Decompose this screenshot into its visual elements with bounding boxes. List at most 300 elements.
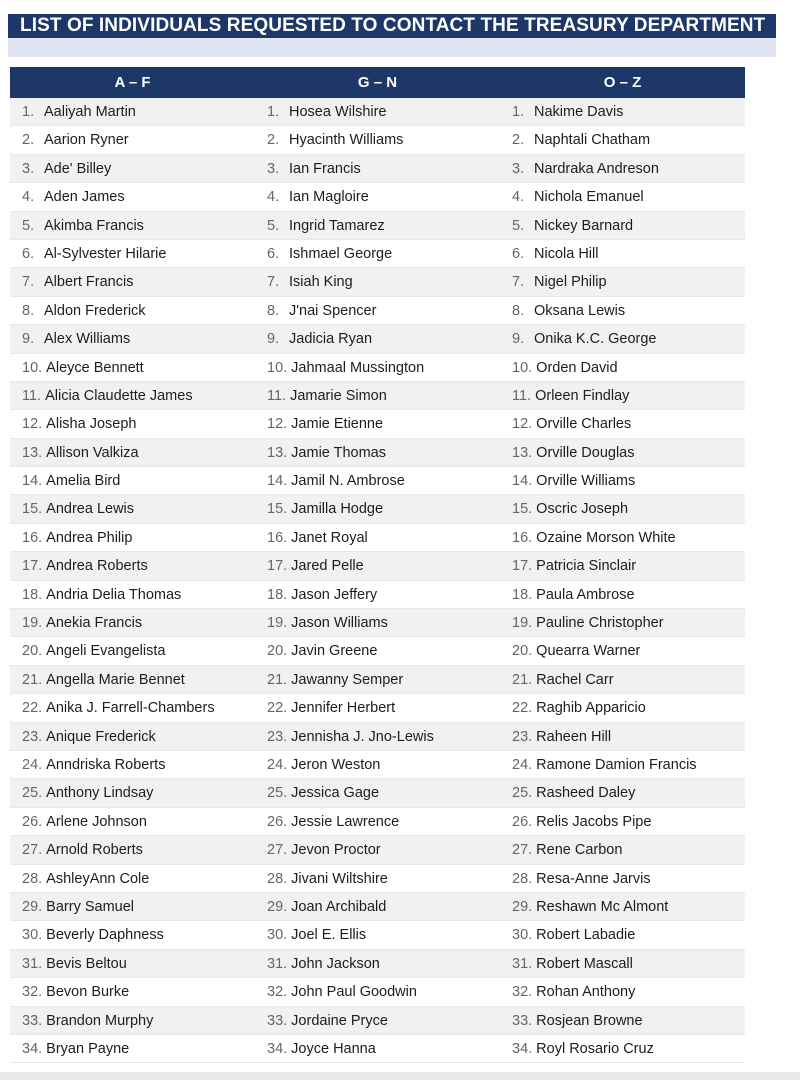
entry-number: 20. bbox=[267, 643, 288, 660]
name-cell bbox=[500, 694, 745, 721]
name-cell bbox=[10, 978, 255, 1005]
person-name: Jamilla Hodge bbox=[291, 501, 384, 518]
entry-number: 27. bbox=[512, 842, 533, 859]
entry-number: 2. bbox=[22, 132, 35, 149]
name-cell bbox=[255, 694, 500, 721]
person-name: Arnold Roberts bbox=[46, 842, 143, 859]
name-cell bbox=[500, 240, 745, 267]
name-cell bbox=[500, 637, 745, 664]
entry-number: 15. bbox=[512, 501, 533, 518]
name-cell bbox=[500, 354, 745, 381]
person-name: Jevon Proctor bbox=[291, 842, 381, 859]
entry-number: 9. bbox=[22, 331, 35, 348]
entry-number: 14. bbox=[267, 473, 288, 490]
entry-number: 23. bbox=[22, 728, 43, 745]
entry-number: 6. bbox=[22, 245, 35, 262]
person-name: Bryan Payne bbox=[46, 1040, 130, 1057]
entry-number: 11. bbox=[512, 387, 532, 404]
entry-number: 28. bbox=[22, 870, 43, 887]
column-header-g-n: G – N bbox=[357, 74, 398, 91]
person-name: Andrea Lewis bbox=[46, 501, 135, 518]
name-cell bbox=[500, 921, 745, 948]
name-cell bbox=[255, 212, 500, 239]
person-name: Rachel Carr bbox=[536, 671, 614, 688]
name-cell bbox=[255, 354, 500, 381]
person-name: Javin Greene bbox=[291, 643, 378, 660]
person-name: Orville Williams bbox=[536, 473, 636, 490]
person-name: Aleyce Bennett bbox=[46, 359, 144, 376]
entry-number: 17. bbox=[22, 558, 43, 575]
entry-number: 9. bbox=[512, 331, 525, 348]
entry-number: 29. bbox=[512, 898, 533, 915]
entry-number: 12. bbox=[512, 416, 533, 433]
name-cell bbox=[500, 1035, 745, 1062]
entry-number: 16. bbox=[512, 529, 533, 546]
entry-number: 22. bbox=[22, 700, 43, 717]
name-cell bbox=[255, 865, 500, 892]
name-cell bbox=[10, 439, 255, 466]
entry-number: 28. bbox=[267, 870, 288, 887]
table-row bbox=[10, 240, 745, 268]
entry-number: 18. bbox=[22, 586, 43, 603]
name-cell bbox=[500, 865, 745, 892]
person-name: Jason Jeffery bbox=[291, 586, 378, 603]
name-cell bbox=[500, 552, 745, 579]
table-row bbox=[10, 325, 745, 353]
name-cell bbox=[255, 126, 500, 153]
person-name: Jamil N. Ambrose bbox=[291, 473, 405, 490]
person-name: Ian Magloire bbox=[289, 189, 369, 206]
table-row bbox=[10, 382, 745, 410]
entry-number: 1. bbox=[512, 104, 525, 120]
entry-number: 8. bbox=[267, 302, 280, 319]
name-cell bbox=[255, 836, 500, 863]
name-cell bbox=[500, 495, 745, 522]
name-cell bbox=[255, 297, 500, 324]
person-name: Beverly Daphness bbox=[46, 927, 164, 944]
name-cell bbox=[255, 921, 500, 948]
person-name: Ingrid Tamarez bbox=[289, 217, 385, 234]
name-cell bbox=[255, 155, 500, 182]
person-name: Orville Douglas bbox=[536, 444, 635, 461]
person-name: Jamarie Simon bbox=[290, 387, 387, 404]
name-cell bbox=[10, 467, 255, 494]
table-row bbox=[10, 524, 745, 552]
entry-number: 34. bbox=[22, 1040, 43, 1057]
name-cell bbox=[255, 495, 500, 522]
table-row bbox=[10, 268, 745, 296]
person-name: John Paul Goodwin bbox=[291, 984, 417, 1001]
entry-number: 7. bbox=[512, 274, 525, 291]
entry-number: 9. bbox=[267, 331, 280, 348]
name-cell bbox=[255, 410, 500, 437]
entry-number: 13. bbox=[267, 444, 288, 461]
entry-number: 34. bbox=[267, 1040, 288, 1057]
name-cell bbox=[500, 98, 745, 125]
name-cell bbox=[10, 126, 255, 153]
page-title: LIST OF INDIVIDUALS REQUESTED TO CONTACT THE TREASURY DEPARTMENT bbox=[8, 14, 776, 38]
person-name: Orville Charles bbox=[536, 416, 632, 433]
person-name: Andrea Philip bbox=[46, 529, 133, 546]
entry-number: 6. bbox=[512, 245, 525, 262]
person-name: Rosjean Browne bbox=[536, 1012, 643, 1029]
name-cell bbox=[10, 212, 255, 239]
entry-number: 8. bbox=[512, 302, 525, 319]
entry-number: 19. bbox=[512, 615, 533, 632]
name-cell bbox=[10, 325, 255, 352]
name-cell bbox=[500, 978, 745, 1005]
person-name: Bevis Beltou bbox=[46, 955, 127, 972]
person-name: Jordaine Pryce bbox=[291, 1012, 388, 1029]
entry-number: 24. bbox=[267, 756, 288, 773]
person-name: Jennisha J. Jno-Lewis bbox=[291, 728, 434, 745]
name-cell bbox=[500, 155, 745, 182]
title-underbar bbox=[8, 38, 776, 57]
entry-number: 18. bbox=[267, 586, 288, 603]
entry-number: 25. bbox=[267, 785, 288, 802]
person-name: Rasheed Daley bbox=[536, 785, 636, 802]
person-name: Andrea Roberts bbox=[46, 558, 148, 575]
entry-number: 4. bbox=[22, 189, 35, 206]
entry-number: 14. bbox=[22, 473, 43, 490]
name-cell bbox=[500, 666, 745, 693]
entry-number: 33. bbox=[267, 1012, 288, 1029]
name-cell bbox=[500, 950, 745, 977]
person-name: Jamie Etienne bbox=[291, 416, 384, 433]
name-cell bbox=[255, 325, 500, 352]
name-cell bbox=[255, 268, 500, 295]
name-cell bbox=[500, 751, 745, 778]
entry-number: 15. bbox=[22, 501, 43, 518]
person-name: Anndriska Roberts bbox=[46, 756, 166, 773]
name-cell bbox=[255, 666, 500, 693]
name-cell bbox=[500, 382, 745, 409]
person-name: Akimba Francis bbox=[44, 217, 144, 234]
entry-number: 10. bbox=[22, 359, 43, 376]
name-cell bbox=[10, 268, 255, 295]
entry-number: 25. bbox=[22, 785, 43, 802]
person-name: Alex Williams bbox=[44, 331, 131, 348]
name-cell bbox=[10, 1035, 255, 1062]
name-cell bbox=[10, 297, 255, 324]
person-name: Jahmaal Mussington bbox=[291, 359, 425, 376]
name-cell bbox=[255, 609, 500, 636]
name-cell bbox=[500, 1007, 745, 1034]
name-cell bbox=[500, 609, 745, 636]
name-cell bbox=[255, 779, 500, 806]
person-name: Jared Pelle bbox=[291, 558, 364, 575]
entry-number: 16. bbox=[22, 529, 43, 546]
entry-number: 24. bbox=[22, 756, 43, 773]
name-cell bbox=[255, 467, 500, 494]
entry-number: 17. bbox=[512, 558, 533, 575]
person-name: Nakime Davis bbox=[534, 104, 624, 120]
table-row bbox=[10, 1035, 745, 1063]
name-cell bbox=[10, 836, 255, 863]
person-name: Rohan Anthony bbox=[536, 984, 636, 1001]
name-cell bbox=[500, 893, 745, 920]
name-cell bbox=[255, 240, 500, 267]
table-row bbox=[10, 751, 745, 779]
name-cell bbox=[10, 751, 255, 778]
table-row bbox=[10, 666, 745, 694]
entry-number: 13. bbox=[22, 444, 43, 461]
table-row bbox=[10, 893, 745, 921]
person-name: Anika J. Farrell-Chambers bbox=[46, 700, 215, 717]
name-cell bbox=[10, 382, 255, 409]
entry-number: 1. bbox=[267, 104, 280, 120]
person-name: John Jackson bbox=[291, 955, 380, 972]
person-name: Aaliyah Martin bbox=[44, 104, 136, 120]
entry-number: 11. bbox=[267, 387, 287, 404]
person-name: Oscric Joseph bbox=[536, 501, 629, 518]
entry-number: 4. bbox=[267, 189, 280, 206]
table-row bbox=[10, 297, 745, 325]
person-name: Robert Labadie bbox=[536, 927, 636, 944]
person-name: Ian Francis bbox=[289, 160, 361, 177]
person-name: Jivani Wiltshire bbox=[291, 870, 388, 887]
name-cell bbox=[10, 240, 255, 267]
table-row bbox=[10, 98, 745, 126]
person-name: Anekia Francis bbox=[46, 615, 143, 632]
entry-number: 18. bbox=[512, 586, 533, 603]
table-header bbox=[10, 67, 745, 98]
name-cell bbox=[255, 382, 500, 409]
entry-number: 23. bbox=[267, 728, 288, 745]
entry-number: 30. bbox=[512, 927, 533, 944]
entry-number: 11. bbox=[22, 387, 42, 404]
person-name: Jawanny Semper bbox=[291, 671, 404, 688]
person-name: Orleen Findlay bbox=[535, 387, 630, 404]
person-name: Resa-Anne Jarvis bbox=[536, 870, 651, 887]
table-row bbox=[10, 126, 745, 154]
entry-number: 26. bbox=[512, 813, 533, 830]
entry-number: 3. bbox=[512, 160, 525, 177]
name-cell bbox=[255, 439, 500, 466]
person-name: Angella Marie Bennet bbox=[46, 671, 185, 688]
name-cell bbox=[255, 637, 500, 664]
entry-number: 24. bbox=[512, 756, 533, 773]
table-row bbox=[10, 978, 745, 1006]
person-name: Anthony Lindsay bbox=[46, 785, 154, 802]
person-name: Jessica Gage bbox=[291, 785, 380, 802]
entry-number: 3. bbox=[22, 160, 35, 177]
table-row bbox=[10, 1007, 745, 1035]
person-name: Reshawn Mc Almont bbox=[536, 898, 669, 915]
name-cell bbox=[10, 637, 255, 664]
entry-number: 10. bbox=[267, 359, 288, 376]
name-cell bbox=[10, 723, 255, 750]
name-cell bbox=[500, 779, 745, 806]
person-name: Orden David bbox=[536, 359, 618, 376]
person-name: Nicola Hill bbox=[534, 245, 599, 262]
name-cell bbox=[10, 495, 255, 522]
person-name: Janet Royal bbox=[291, 529, 368, 546]
entry-number: 14. bbox=[512, 473, 533, 490]
entry-number: 10. bbox=[512, 359, 533, 376]
entry-number: 7. bbox=[267, 274, 280, 291]
name-cell bbox=[10, 865, 255, 892]
person-name: Amelia Bird bbox=[46, 473, 121, 490]
person-name: Jennifer Herbert bbox=[291, 700, 396, 717]
person-name: Robert Mascall bbox=[536, 955, 633, 972]
name-cell bbox=[500, 212, 745, 239]
entry-number: 22. bbox=[512, 700, 533, 717]
name-cell bbox=[10, 524, 255, 551]
person-name: Barry Samuel bbox=[46, 898, 135, 915]
entry-number: 5. bbox=[22, 217, 35, 234]
entry-number: 15. bbox=[267, 501, 288, 518]
person-name: Ishmael George bbox=[289, 245, 393, 262]
entry-number: 4. bbox=[512, 189, 525, 206]
person-name: Jeron Weston bbox=[291, 756, 381, 773]
person-name: Raghib Apparicio bbox=[536, 700, 646, 717]
entry-number: 33. bbox=[22, 1012, 43, 1029]
name-cell bbox=[10, 1007, 255, 1034]
entry-number: 25. bbox=[512, 785, 533, 802]
name-cell bbox=[500, 439, 745, 466]
name-cell bbox=[500, 297, 745, 324]
name-cell bbox=[500, 581, 745, 608]
entry-number: 21. bbox=[267, 671, 288, 688]
name-cell bbox=[500, 183, 745, 210]
person-name: Nigel Philip bbox=[534, 274, 607, 291]
bottom-strip bbox=[0, 1072, 800, 1080]
person-name: AshleyAnn Cole bbox=[46, 870, 150, 887]
table-row bbox=[10, 779, 745, 807]
entry-number: 21. bbox=[22, 671, 43, 688]
person-name: Raheen Hill bbox=[536, 728, 612, 745]
column-header-o-z: O – Z bbox=[603, 74, 642, 91]
name-cell bbox=[10, 581, 255, 608]
entry-number: 20. bbox=[22, 643, 43, 660]
entry-number: 30. bbox=[22, 927, 43, 944]
entry-number: 5. bbox=[267, 217, 280, 234]
entry-number: 22. bbox=[267, 700, 288, 717]
name-cell bbox=[255, 183, 500, 210]
entry-number: 7. bbox=[22, 274, 35, 291]
table-row bbox=[10, 836, 745, 864]
entry-number: 28. bbox=[512, 870, 533, 887]
name-cell bbox=[255, 978, 500, 1005]
name-cell bbox=[10, 155, 255, 182]
table-row bbox=[10, 694, 745, 722]
person-name: Alisha Joseph bbox=[46, 416, 137, 433]
name-cell bbox=[10, 779, 255, 806]
person-name: Jessie Lawrence bbox=[291, 813, 400, 830]
entry-number: 32. bbox=[512, 984, 533, 1001]
entry-number: 12. bbox=[22, 416, 43, 433]
name-cell bbox=[255, 552, 500, 579]
person-name: Rene Carbon bbox=[536, 842, 623, 859]
table-row bbox=[10, 950, 745, 978]
person-name: Ade' Billey bbox=[44, 160, 112, 177]
entry-number: 31. bbox=[512, 955, 533, 972]
entry-number: 34. bbox=[512, 1040, 533, 1057]
name-cell bbox=[500, 808, 745, 835]
person-name: Nickey Barnard bbox=[534, 217, 634, 234]
table-row bbox=[10, 495, 745, 523]
table-row bbox=[10, 552, 745, 580]
name-cell bbox=[10, 609, 255, 636]
entry-number: 2. bbox=[267, 132, 280, 149]
entry-number: 26. bbox=[267, 813, 288, 830]
person-name: Paula Ambrose bbox=[536, 586, 635, 603]
person-name: Royl Rosario Cruz bbox=[536, 1040, 654, 1057]
name-cell bbox=[500, 126, 745, 153]
person-name: Bevon Burke bbox=[46, 984, 130, 1001]
person-name: Quearra Warner bbox=[536, 643, 641, 660]
entry-number: 21. bbox=[512, 671, 533, 688]
column-header-a-f: A – F bbox=[114, 74, 151, 91]
person-name: Isiah King bbox=[289, 274, 353, 291]
person-name: Naphtali Chatham bbox=[534, 132, 651, 149]
table-row bbox=[10, 865, 745, 893]
entry-number: 6. bbox=[267, 245, 280, 262]
person-name: Brandon Murphy bbox=[46, 1012, 154, 1029]
person-name: Al-Sylvester Hilarie bbox=[44, 245, 167, 262]
name-cell bbox=[255, 524, 500, 551]
entry-number: 31. bbox=[267, 955, 288, 972]
name-cell bbox=[255, 723, 500, 750]
person-name: Arlene Johnson bbox=[46, 813, 147, 830]
name-cell bbox=[500, 836, 745, 863]
table-row bbox=[10, 354, 745, 382]
name-cell bbox=[10, 552, 255, 579]
name-cell bbox=[255, 1007, 500, 1034]
entry-number: 27. bbox=[22, 842, 43, 859]
name-cell bbox=[500, 325, 745, 352]
entry-number: 1. bbox=[22, 104, 35, 120]
table-row bbox=[10, 581, 745, 609]
entry-number: 29. bbox=[267, 898, 288, 915]
entry-number: 20. bbox=[512, 643, 533, 660]
person-name: Aldon Frederick bbox=[44, 302, 146, 319]
entry-number: 32. bbox=[267, 984, 288, 1001]
name-cell bbox=[500, 268, 745, 295]
name-cell bbox=[10, 808, 255, 835]
person-name: Albert Francis bbox=[44, 274, 134, 291]
person-name: Aarion Ryner bbox=[44, 132, 129, 149]
table-row bbox=[10, 808, 745, 836]
person-name: J'nai Spencer bbox=[289, 302, 377, 319]
name-cell bbox=[10, 694, 255, 721]
table-row bbox=[10, 155, 745, 183]
person-name: Joan Archibald bbox=[291, 898, 387, 915]
entry-number: 30. bbox=[267, 927, 288, 944]
person-name: Patricia Sinclair bbox=[536, 558, 637, 575]
name-cell bbox=[255, 893, 500, 920]
name-cell bbox=[500, 410, 745, 437]
entry-number: 12. bbox=[267, 416, 288, 433]
entry-number: 5. bbox=[512, 217, 525, 234]
name-cell bbox=[10, 950, 255, 977]
person-name: Alicia Claudette James bbox=[45, 387, 193, 404]
person-name: Jason Williams bbox=[291, 615, 388, 632]
person-name: Joel E. Ellis bbox=[291, 927, 367, 944]
name-cell bbox=[500, 524, 745, 551]
table-row bbox=[10, 921, 745, 949]
person-name: Aden James bbox=[44, 189, 125, 206]
name-cell bbox=[255, 581, 500, 608]
name-cell bbox=[10, 666, 255, 693]
person-name: Pauline Christopher bbox=[536, 615, 664, 632]
entry-number: 31. bbox=[22, 955, 43, 972]
entry-number: 26. bbox=[22, 813, 43, 830]
person-name: Hyacinth Williams bbox=[289, 132, 404, 149]
person-name: Jamie Thomas bbox=[291, 444, 386, 461]
table-row bbox=[10, 467, 745, 495]
